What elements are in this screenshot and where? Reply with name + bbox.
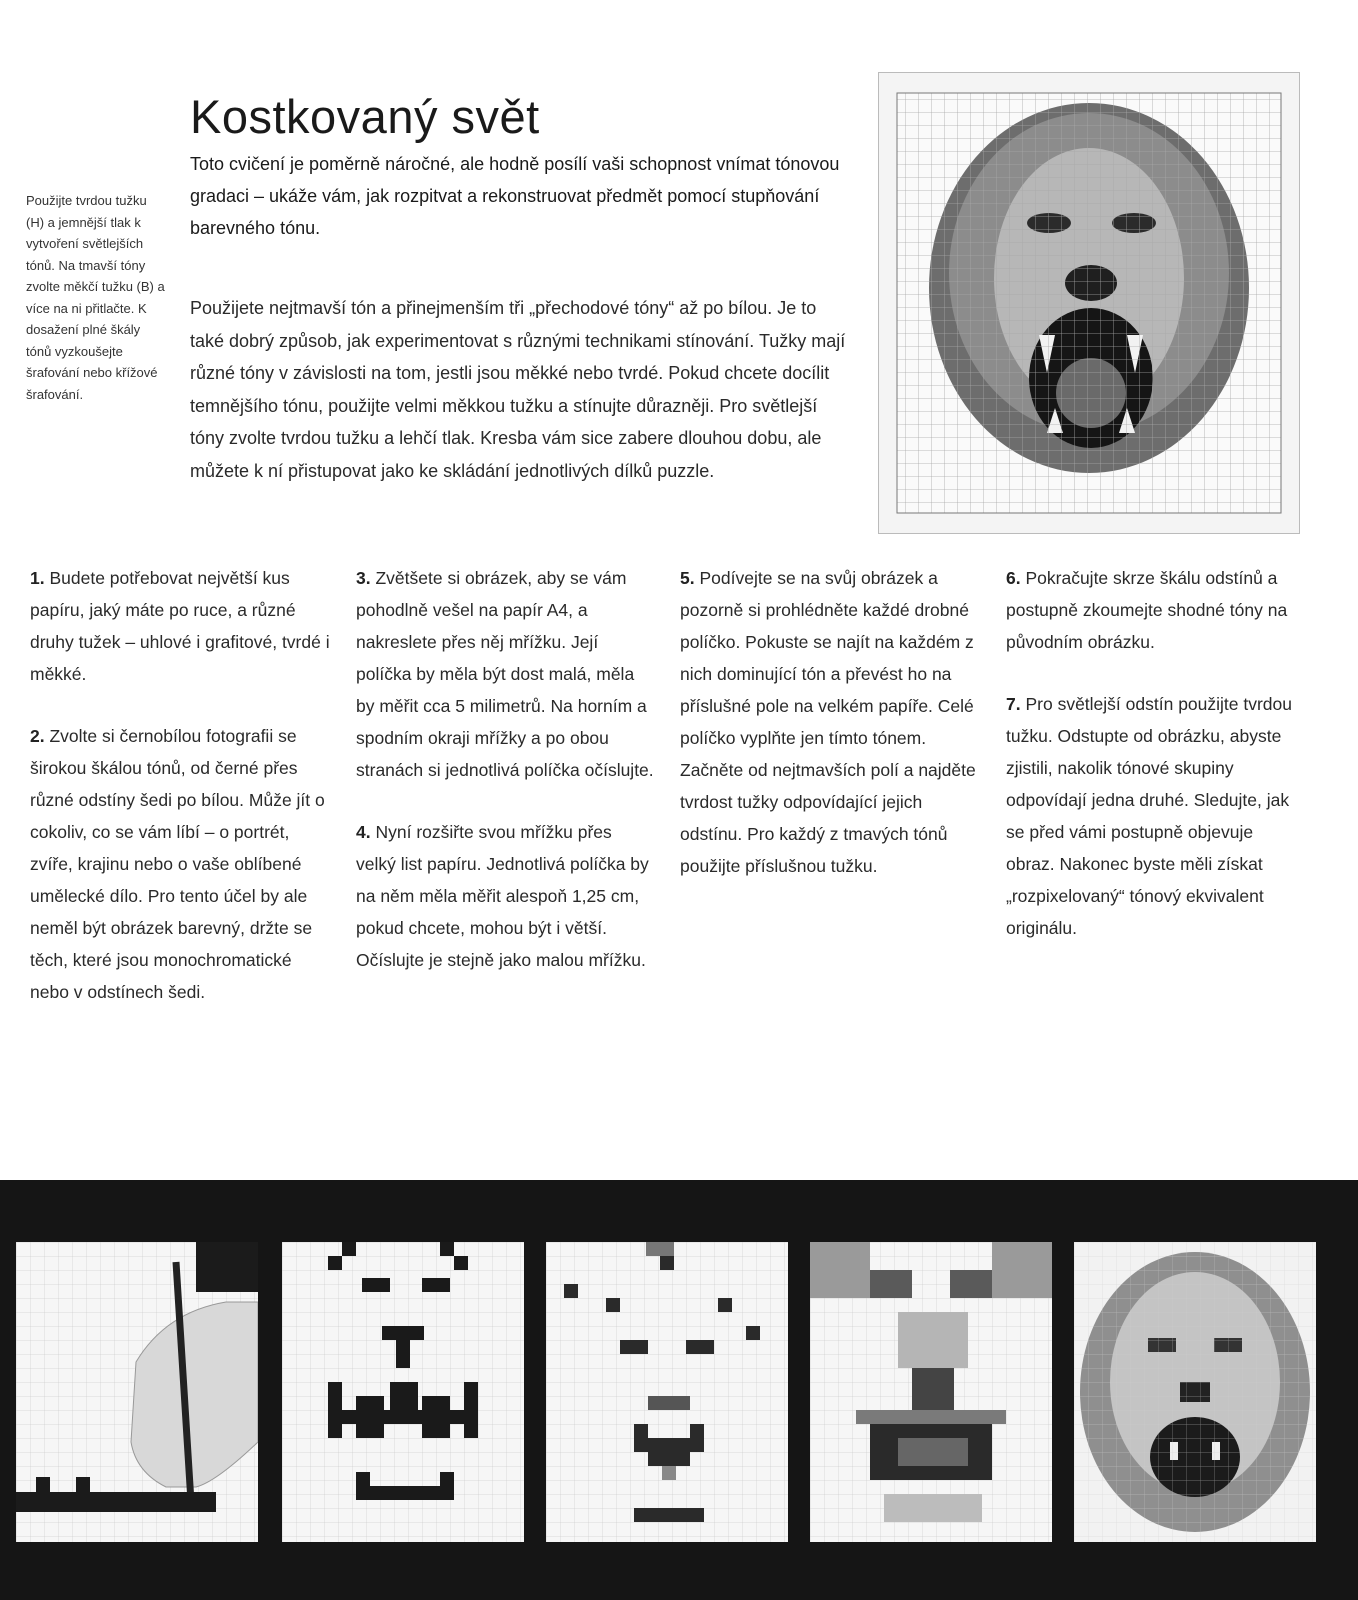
- step-column-1: [30, 562, 330, 1038]
- step-6: 6. Pokračujte skrze škálu odstínů a postupně zkoumejte shodné tóny na původním obrázku.: [1006, 568, 1288, 652]
- step-1: 1. Budete potřebovat největší kus papíru, jaký máte po ruce, a různé druhy tužek – uhlové i grafitové, tvrdé i měkké.: [30, 568, 330, 684]
- step-column-4: [1006, 562, 1306, 974]
- body-paragraph: Použijete nejtmavší tón a přinejmenším tři „přechodové tóny“ až po bílou. Je to také dobrý způsob, jak experimentovat s různými technikami stínování. Tužky mají různé tóny v závislosti na tom, jestli jsou měkké nebo tvrdé. Pokud chcete docílit temnějšího tónu, použijte velmi měkkou tužku a stínujte důrazněji. Pro světlejší tóny zvolte tvrdou tužku a lehčí tlak. Kresba vám sice zabere dlouhou dobu, ale můžete k ní přistupovat jako ke skládání jednotlivých dílků puzzle.: [190, 298, 846, 481]
- step-column-3: [680, 562, 980, 912]
- step-4: 4. Nyní rozšiřte svou mřížku přes velký list papíru. Jednotlivá políčka by na něm měla měřit alespoň 1,25 cm, pokud chcete, mohou být i větší. Očíslujte je stejně jako malou mřížku.: [356, 822, 649, 970]
- lion-grid-drawing: [878, 72, 1300, 534]
- pixel-stage-3: [810, 1242, 1052, 1542]
- step-2: 2. Zvolte si černobílou fotografii se širokou škálou tónů, od černé přes různé odstíny šedi po bílou. Může jít o cokoliv, co se vám líbí – o portrét, zvíře, krajinu nebo o vaše oblíbené umělecké dílo. Pro tento účel by ale neměl být obrázek barevný, držte se těch, které jsou monochromatické nebo v odstínech šedi.: [30, 726, 325, 1002]
- sidenote: Použijte tvrdou tužku (H) a jemnější tlak k vytvoření světlejších tónů. Na tmavší tóny zvolte měkčí tužku (B) a více na ni přitlačte. K dosažení plné škály tónů vyzkoušejte šrafování nebo křížové šrafování.: [26, 193, 165, 402]
- pixel-stage-1: [282, 1242, 524, 1542]
- intro-paragraph: Toto cvičení je poměrně náročné, ale hodně posílí vaši schopnost vnímat tónovou gradaci – ukáže vám, jak rozpitvat a rekonstruovat předmět pomocí stupňování barevného tónu.: [190, 154, 840, 238]
- pixel-stage-2: [546, 1242, 788, 1542]
- step-3: 3. Zvětšete si obrázek, aby se vám pohodlně vešel na papír A4, a nakreslete přes něj mřížku. Její políčka by měla být dost malá, měla by měřit cca 5 milimetrů. Na horním a spodním okraji mřížky a po obou stranách si jednotlivá políčka očíslujte.: [356, 568, 654, 780]
- photo-hand-drawing: [16, 1242, 258, 1542]
- step-column-2: [356, 562, 656, 1006]
- step-5: 5. Podívejte se na svůj obrázek a pozorně si prohlédněte každé drobné políčko. Pokuste se najít na každém z nich dominující tón a převést ho na příslušné pole na velkém papíře. Celé políčko vyplňte jen tímto tónem. Začněte od nejtmavších polí a najděte tvrdost tužky odpovídající jejich odstínu. Pro každý z tmavých tónů použijte příslušnou tužku.: [680, 568, 976, 876]
- page-title: Kostkovaný svět: [190, 90, 540, 144]
- pixel-stage-final: [1074, 1242, 1316, 1542]
- step-7: 7. Pro světlejší odstín použijte tvrdou tužku. Odstupte od obrázku, abyste zjistili, nakolik tónové skupiny odpovídají jedna druhé. Sledujte, jak se před vámi postupně objevuje obraz. Nakonec byste měli získat „rozpixelovaný“ tónový ekvivalent originálu.: [1006, 694, 1293, 938]
